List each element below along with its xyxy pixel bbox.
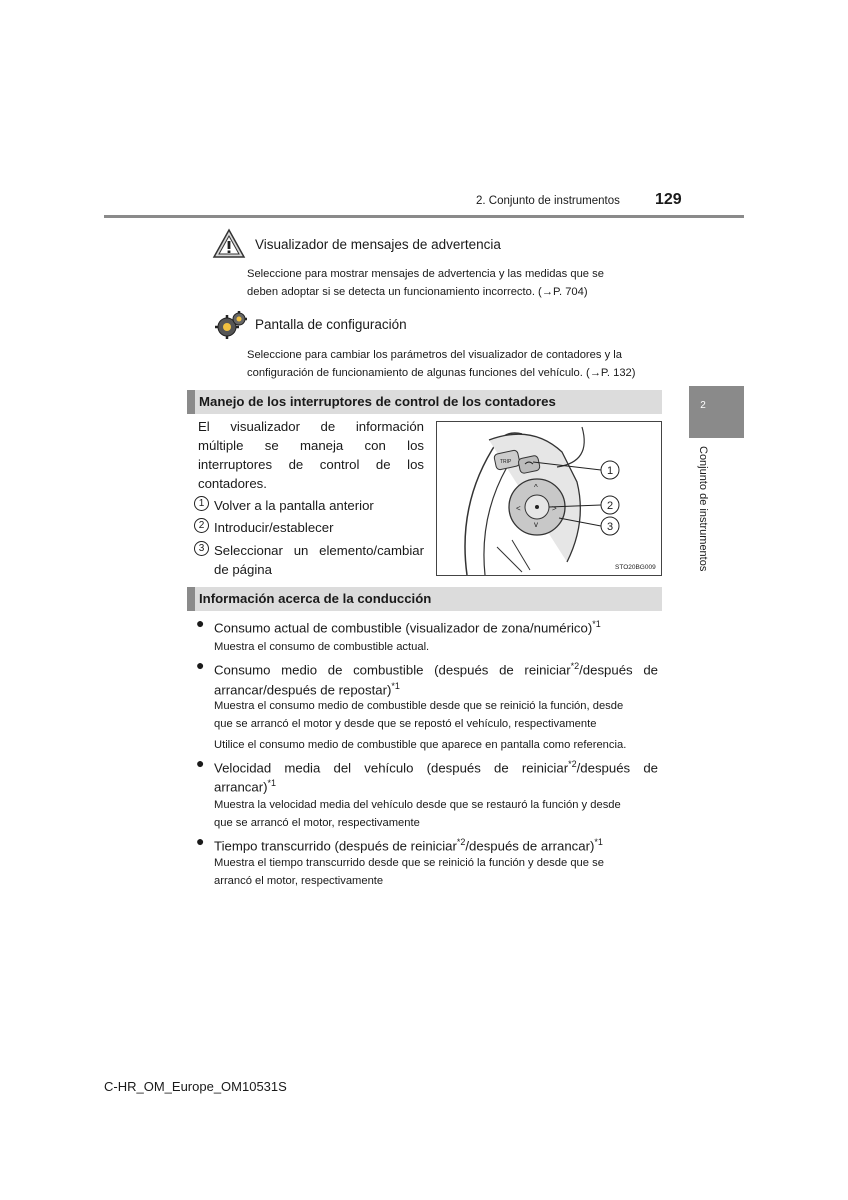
item-text-2: Introducir/establecer [214, 520, 334, 535]
intro-line-3: interruptores de control de los [198, 457, 424, 472]
bullet-1-title: Consumo actual de combustible (visualizador de zona/numérico)$^{*1}$ [214, 619, 601, 636]
callout-1: 1 [606, 465, 614, 477]
bullet-4-desc-line2: arrancó el motor, respectivamente [214, 875, 384, 887]
chapter-tab-label: Conjunto de instrumentos [697, 446, 709, 572]
warning-display-title: Visualizador de mensajes de advertencia [255, 237, 501, 252]
bullet-4-desc-line1: Muestra el tiempo transcurrido desde que se reinició la función y desde que se [214, 857, 604, 869]
footer-document-code: C-HR_OM_Europe_OM10531S [104, 1079, 287, 1094]
settings-display-desc-line2: configuración de funcionamiento de algunas funciones del vehículo. (→P. 132) [247, 367, 636, 379]
item-text-1: Volver a la pantalla anterior [214, 498, 374, 513]
bullet-2-title-line1: Consumo medio de combustible (después de reiniciar$^{*2}$/después de [214, 661, 659, 678]
header-rule [104, 215, 744, 218]
section-heading-switches [187, 390, 662, 414]
callout-2: 2 [606, 500, 614, 512]
bullet-2-desc-line3: Utilice el consumo medio de combustible que aparece en pantalla como referencia. [214, 739, 627, 751]
item-text-3: Seleccionar un elemento/cambiar [214, 543, 424, 558]
settings-display-desc-line1: Seleccione para cambiar los parámetros del visualizador de contadores y la [247, 349, 622, 361]
gears-icon [214, 310, 248, 340]
settings-display-title: Pantalla de configuración [255, 317, 407, 332]
intro-line-1: El visualizador de información [198, 419, 424, 434]
warning-display-desc-line2: deben adoptar si se detecta un funcionamiento incorrecto. (→P. 704) [247, 286, 588, 298]
intro-line-2: múltiple se maneja con los [198, 438, 424, 453]
bullet-4-title: Tiempo transcurrido (después de reiniciar$^{*2}$/después de arrancar)$^{*1}$ [214, 837, 603, 854]
bullet-icon: ● [196, 755, 205, 771]
bullet-icon: ● [196, 657, 205, 673]
svg-text:^: ^ [534, 483, 538, 492]
section-heading-driving-info [187, 587, 662, 611]
page-number: 129 [655, 191, 682, 208]
bullet-3-title-line2: arrancar)$^{*1}$ [214, 778, 277, 795]
running-header: 2. Conjunto de instrumentos [476, 195, 620, 207]
item-number-2: 2 [194, 518, 209, 533]
item-text-3-continued: de página [214, 562, 272, 577]
trip-button-label: TRIP [500, 459, 512, 465]
section-title-driving-info: Información acerca de la conducción [199, 591, 432, 606]
steering-wheel-illustration [437, 422, 661, 575]
warning-display-desc-line1: Seleccione para mostrar mensajes de advertencia y las medidas que se [247, 268, 604, 280]
bullet-3-desc-line2: que se arrancó el motor, respectivamente [214, 817, 420, 829]
steering-switch-figure [436, 421, 662, 576]
bullet-icon: ● [196, 615, 205, 631]
intro-line-4: contadores. [198, 476, 267, 491]
item-number-3: 3 [194, 541, 209, 556]
bullet-3-desc-line1: Muestra la velocidad media del vehículo desde que se restauró la función y desde [214, 799, 621, 811]
warning-triangle-icon [212, 228, 246, 260]
svg-text:v: v [534, 520, 538, 529]
svg-text:>: > [552, 504, 557, 513]
bullet-3-title-line1: Velocidad media del vehículo (después de reiniciar$^{*2}$/después de [214, 759, 658, 776]
figure-code: STO20BG009 [615, 564, 656, 571]
section-title-switches: Manejo de los interruptores de control de los contadores [199, 394, 556, 409]
chapter-tab [689, 386, 744, 438]
bullet-icon: ● [196, 833, 205, 849]
callout-3: 3 [606, 521, 614, 533]
bullet-2-desc-line2: que se arrancó el motor y desde que se repostó el vehículo, respectivamente [214, 718, 597, 730]
bullet-2-title-line2: arrancar/después de repostar)$^{*1}$ [214, 681, 400, 698]
item-number-1: 1 [194, 496, 209, 511]
svg-text:<: < [516, 504, 521, 513]
bullet-2-desc-line1: Muestra el consumo medio de combustible desde que se reinició la función, desde [214, 700, 624, 712]
chapter-tab-number: 2 [700, 400, 706, 411]
bullet-1-desc: Muestra el consumo de combustible actual. [214, 641, 430, 653]
